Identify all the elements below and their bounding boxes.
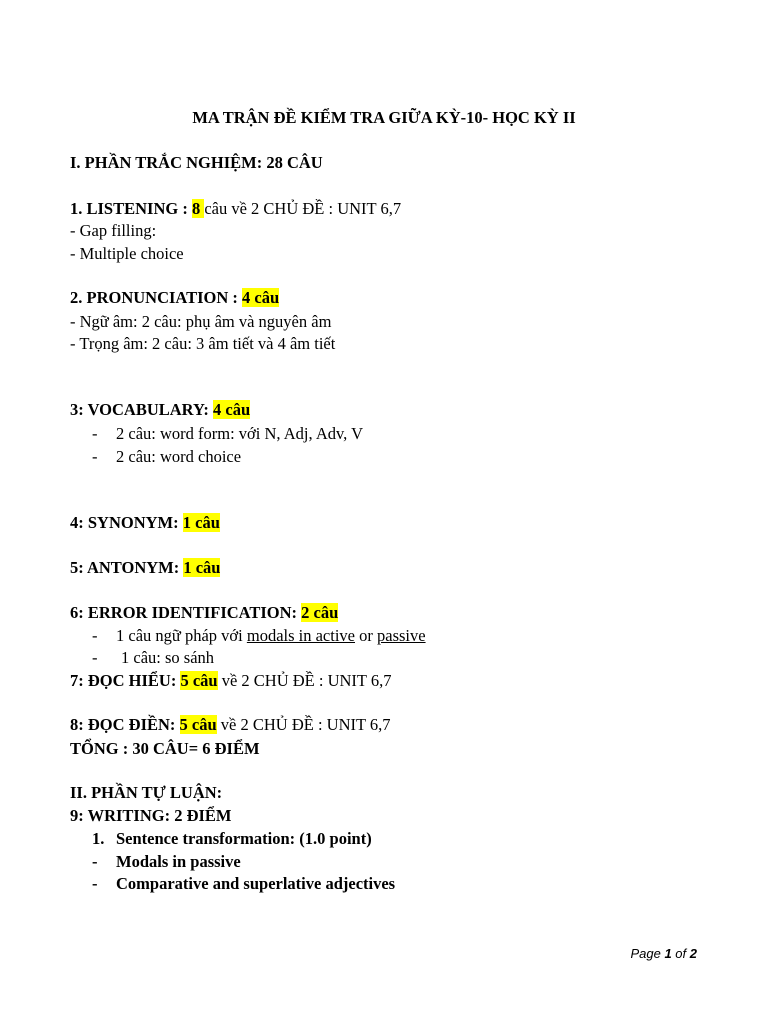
underlined-text: passive [377,626,426,645]
highlight-count: 2 câu [301,603,339,622]
page-current: 1 [664,946,672,961]
list-item-text: Comparative and superlative adjectives [116,874,396,893]
underlined-text: modals in active [246,626,355,645]
of-word: of [671,946,690,961]
list-item [92,626,426,646]
list-item: - Trọng âm: 2 câu: 3 âm tiết và 4 âm tiết [70,334,336,353]
bullet-dash: - [92,424,98,443]
section-error-identification-heading [70,603,338,623]
section-label: 2. PRONUNCIATION : [70,288,243,307]
highlight-count: 4 câu [213,400,251,419]
section-label: 3: VOCABULARY: [70,400,214,419]
section-reading-heading [70,671,391,691]
list-item [92,874,395,894]
list-item-text: 2 câu: word form: với N, Adj, Adv, V [116,424,364,443]
section-pronunciation-heading [70,288,279,308]
page-total: 2 [689,946,697,961]
section-cloze-heading [70,715,391,735]
bullet-dash: - [92,852,98,871]
list-item-text: Sentence transformation: (1.0 point) [116,829,372,848]
list-number: 1. [92,829,105,848]
section-listening-heading [70,199,401,219]
section-rest: câu về 2 CHỦ ĐỀ : UNIT 6,7 [204,199,402,218]
list-item [92,648,214,668]
section-rest: về 2 CHỦ ĐỀ : UNIT 6,7 [216,715,391,734]
list-item-text: 1 câu ngữ pháp với [116,626,247,645]
section-label: 5: ANTONYM: [70,558,184,577]
list-item: - Multiple choice [70,244,184,263]
list-item-text: 2 câu: word choice [116,447,242,466]
section-vocabulary-heading [70,400,250,420]
highlight-count: 1 câu [182,513,220,532]
part2-heading: II. PHẦN TỰ LUẬN: [70,783,223,802]
highlight-count: 5 câu [180,671,218,690]
list-item: - Gap filling: [70,221,157,240]
list-item-text: Modals in passive [116,852,241,871]
part1-heading: I. PHẦN TRẮC NGHIỆM: 28 CÂU [70,153,323,172]
list-item: - Ngữ âm: 2 câu: phụ âm và nguyên âm [70,312,332,331]
list-item [92,829,372,849]
highlight-count: 8 [191,199,205,218]
bullet-dash: - [92,626,98,645]
page-word: Page [630,946,665,961]
highlight-count: 4 câu [242,288,280,307]
list-item-text: 1 câu: so sánh [121,648,215,667]
list-item [92,424,363,444]
section-label: 7: ĐỌC HIỂU: [70,671,181,690]
section-label: 4: SYNONYM: [70,513,183,532]
list-item-text: or [355,626,377,645]
section-antonym-heading [70,558,220,578]
highlight-count: 5 câu [179,715,217,734]
list-item [92,852,241,872]
bullet-dash: - [92,874,98,893]
document-title: MA TRẬN ĐỀ KIỂM TRA GIỮA KỲ-10- HỌC KỲ II [192,108,576,127]
section-writing-heading: 9: WRITING: 2 ĐIỂM [70,806,232,825]
section-rest: về 2 CHỦ ĐỀ : UNIT 6,7 [217,671,392,690]
bullet-dash: - [92,648,98,667]
bullet-dash: - [92,447,98,466]
section-label: 8: ĐỌC ĐIỀN: [70,715,180,734]
total-line: TỔNG : 30 CÂU= 6 ĐIỂM [70,739,260,758]
section-label: 1. LISTENING : [70,199,192,218]
section-label: 6: ERROR IDENTIFICATION: [70,603,302,622]
list-item [92,447,241,467]
page-number-footer [630,946,697,961]
highlight-count: 1 câu [183,558,221,577]
section-synonym-heading [70,513,220,533]
